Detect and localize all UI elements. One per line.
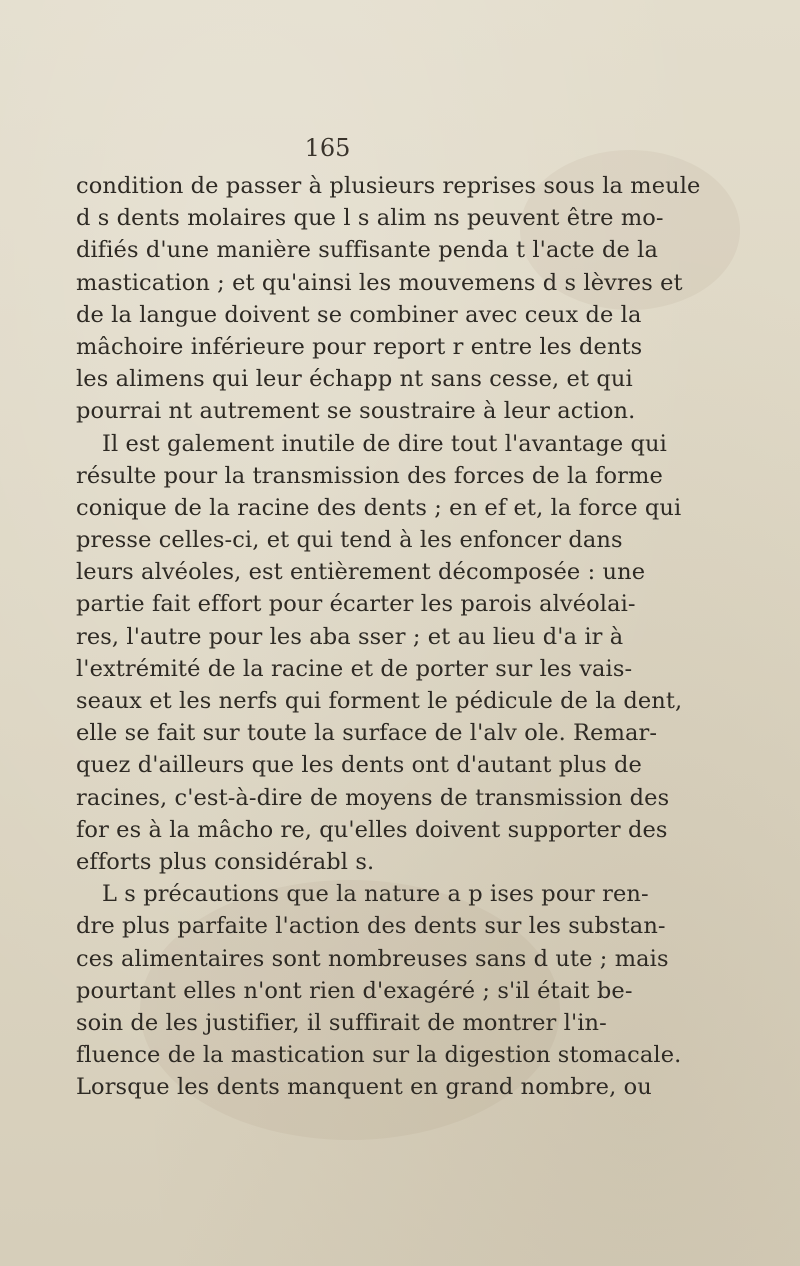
text-line: quez d'ailleurs que les dents ont d'autant plus de bbox=[76, 752, 642, 779]
text-line: racines, c'est-à-dire de moyens de transmission des bbox=[76, 784, 670, 811]
text-line: for es à la mâcho re, qu'elles doivent supporter des bbox=[76, 816, 668, 843]
text-line: mastication ; et qu'ainsi les mouvemens d s lèvres et bbox=[76, 269, 683, 296]
text-line: pourrai nt autrement se soustraire à leur action. bbox=[76, 398, 636, 425]
text-line: résulte pour la transmission des forces de la forme bbox=[76, 462, 663, 489]
page-number: 165 bbox=[304, 134, 351, 162]
text-line: de la langue doivent se combiner avec ceux de la bbox=[76, 301, 642, 328]
text-line: seaux et les nerfs qui forment le pédicule de la dent, bbox=[76, 688, 683, 714]
text-line: conique de la racine des dents ; en ef et, la force qui bbox=[76, 494, 682, 521]
text-line: efforts plus considérabl s. bbox=[76, 848, 375, 875]
text-line: leurs alvéoles, est entièrement décomposée : une bbox=[76, 559, 646, 586]
text-line: difiés d'une manière suffisante penda t l'acte de la bbox=[76, 237, 658, 264]
text-line: Il est galement inutile de dire tout l'avantage qui bbox=[102, 430, 667, 457]
text-line: d s dents molaires que l s alim ns peuvent être mo- bbox=[76, 205, 664, 232]
text-line: condition de passer à plusieurs reprises sous la meule bbox=[76, 173, 701, 199]
text-line: partie fait effort pour écarter les parois alvéolai- bbox=[76, 591, 636, 618]
text-line: l'extrémité de la racine et de porter sur les vais- bbox=[76, 655, 633, 682]
text-line: pourtant elles n'ont rien d'exagéré ; s'il était be- bbox=[76, 977, 633, 1004]
text-line: res, l'autre pour les aba sser ; et au lieu d'a ir à bbox=[76, 623, 624, 650]
text-line: ces alimentaires sont nombreuses sans d ute ; mais bbox=[76, 945, 669, 972]
text-line: presse celles-ci, et qui tend à les enfoncer dans bbox=[76, 527, 623, 554]
body-text bbox=[76, 170, 701, 1103]
text-line: Lorsque les dents manquent en grand nombre, ou bbox=[76, 1074, 652, 1101]
text-line: elle se fait sur toute la surface de l'alv ole. Remar- bbox=[76, 720, 658, 747]
text-line: soin de les justifier, il suffirait de montrer l'in- bbox=[76, 1009, 607, 1036]
text-line: mâchoire inférieure pour report r entre les dents bbox=[76, 333, 643, 360]
text-line: L s précautions que la nature a p ises pour ren- bbox=[102, 881, 649, 908]
text-line: les alimens qui leur échapp nt sans cesse, et qui bbox=[76, 366, 633, 393]
text-line: fluence de la mastication sur la digestion stomacale. bbox=[76, 1042, 682, 1069]
text-line: dre plus parfaite l'action des dents sur les substan- bbox=[76, 913, 666, 940]
